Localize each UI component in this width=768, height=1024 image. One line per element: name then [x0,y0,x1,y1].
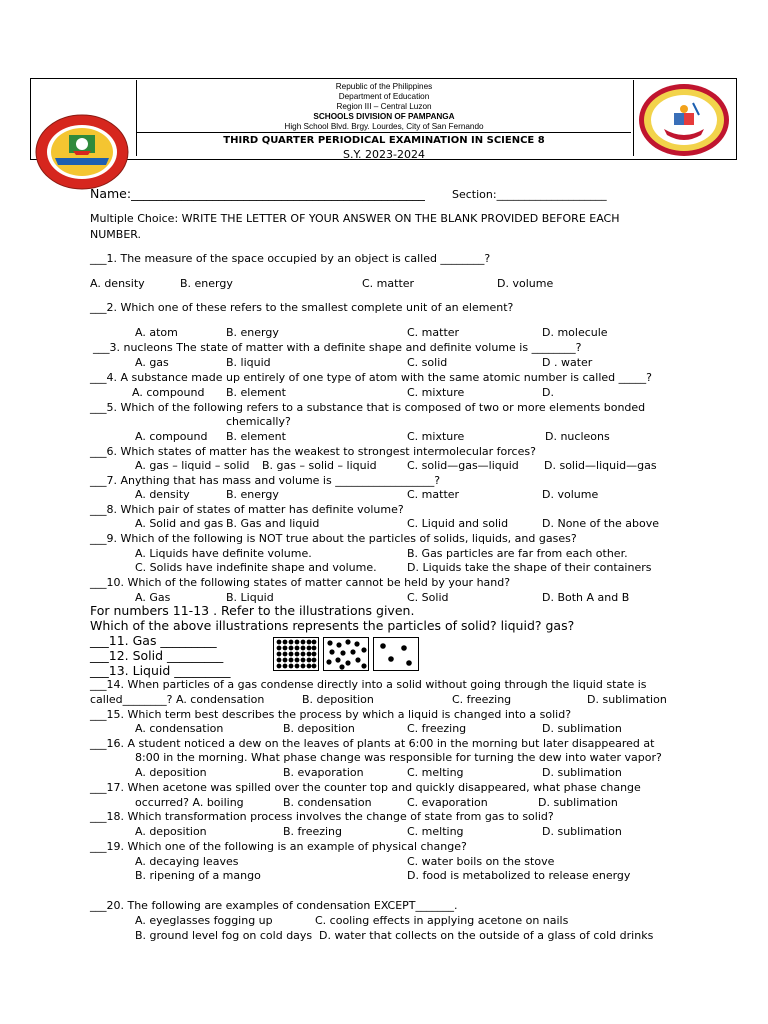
q8-choice-c: C. Liquid and solid [407,517,509,530]
header-republic: Republic of the Philippines [335,82,433,91]
header-divider [137,132,631,133]
q15-choice-b: B. deposition [283,722,355,735]
question-7: ___7. Anything that has mass and volume is __________________? [90,474,441,487]
q6-choice-c: C. solid—gas—liquid [407,459,519,472]
question-3: ___3. nucleons The state of matter with a definite shape and definite volume is ________? [93,341,582,354]
q7-choice-b: B. energy [226,488,279,501]
q20-choice-a: A. eyeglasses fogging up [135,914,273,927]
solid-particles-box [273,637,319,671]
q18-choice-d: D. sublimation [542,825,622,838]
deped-seal-logo [33,113,131,189]
q1-choice-d: D. volume [497,277,554,290]
q15-choice-c: C. freezing [407,722,467,735]
q17-choice-b: B. condensation [283,796,372,809]
question-1: ___1. The measure of the space occupied by an object is called ________? [90,252,491,265]
q3-choice-c: C. solid [407,356,448,369]
q19-choice-b: B. ripening of a mango [135,869,261,882]
school-seal-logo [637,83,731,157]
q10-choice-a: A. Gas [135,591,171,604]
q10-choice-d: D. Both A and B [542,591,630,604]
q17-choice-d: D. sublimation [538,796,618,809]
q19-choice-d: D. food is metabolized to release energy [407,869,631,882]
question-10: ___10. Which of the following states of matter cannot be held by your hand? [90,576,511,589]
liquid-particles-box [323,637,369,671]
q9-choice-b: B. Gas particles are far from each other. [407,547,628,560]
question-17-cont: occurred? A. boiling [135,796,244,809]
q8-choice-a: A. Solid and gas [135,517,224,530]
question-16-cont: 8:00 in the morning. What phase change was responsible for turning the dew into water vapor? [135,751,662,764]
question-19: ___19. Which one of the following is an example of physical change? [90,840,467,853]
q4-choice-b: B. element [226,386,286,399]
section-field[interactable]: Section:____________________ [452,188,607,201]
q7-choice-a: A. density [135,488,190,501]
header-division: SCHOOLS DIVISION OF PAMPANGA [313,112,455,121]
q7-choice-d: D. volume [542,488,599,501]
q18-choice-b: B. freezing [283,825,343,838]
q9-choice-a: A. Liquids have definite volume. [135,547,312,560]
q2-choice-a: A. atom [135,326,178,339]
q3-choice-a: A. gas [135,356,169,369]
q19-choice-a: A. decaying leaves [135,855,239,868]
question-9: ___9. Which of the following is NOT true about the particles of solids, liquids, and gases? [90,532,577,545]
q14-choice-c: C. freezing [452,693,512,706]
exam-title: THIRD QUARTER PERIODICAL EXAMINATION IN SCIENCE 8 [223,135,545,146]
q2-choice-d: D. molecule [542,326,608,339]
gas-particles-box [373,637,419,671]
question-18: ___18. Which transformation process involves the change of state from gas to solid? [90,810,554,823]
question-8: ___8. Which pair of states of matter has definite volume? [90,503,404,516]
instructions-line1: Multiple Choice: WRITE THE LETTER OF YOUR ANSWER ON THE BLANK PROVIDED BEFORE EACH [90,212,620,225]
question-14-cont: called________? A. condensation [90,693,265,706]
school-year: S.Y. 2023-2024 [343,148,425,161]
q2-choice-b: B. energy [226,326,279,339]
q18-choice-c: C. melting [407,825,464,838]
q10-choice-c: C. Solid [407,591,449,604]
question-14: ___14. When particles of a gas condense directly into a solid without going through the liquid state is [90,678,647,691]
q1-choice-a: A. density [90,277,145,290]
q5-choice-c: C. mixture [407,430,465,443]
q5-choice-b: B. element [226,430,286,443]
question-17: ___17. When acetone was spilled over the counter top and quickly disappeared, what phase change [90,781,641,794]
q20-choice-d: D. water that collects on the outside of a glass of cold drinks [319,929,654,942]
q20-choice-b: B. ground level fog on cold days [135,929,313,942]
q8-choice-d: D. None of the above [542,517,660,530]
question-20: ___20. The following are examples of condensation EXCEPT_______. [90,899,458,912]
q9-choice-c: C. Solids have indefinite shape and volume. [135,561,377,574]
header-address: High School Blvd. Brgy. Lourdes, City of San Fernando [284,122,484,131]
question-5-cont: chemically? [226,415,291,428]
question-4: ___4. A substance made up entirely of one type of atom with the same atomic number is called _____? [90,371,652,384]
q6-choice-d: D. solid—liquid—gas [544,459,657,472]
q18-choice-a: A. deposition [135,825,207,838]
question-6: ___6. Which states of matter has the weakest to strongest intermolecular forces? [90,445,536,458]
q4-choice-c: C. mixture [407,386,465,399]
q16-choice-c: C. melting [407,766,464,779]
q5-choice-d: D. nucleons [545,430,610,443]
q15-choice-a: A. condensation [135,722,224,735]
q4-choice-a: A. compound [132,386,205,399]
instructions-line2: NUMBER. [90,228,142,241]
q3-choice-b: B. liquid [226,356,271,369]
q7-choice-c: C. matter [407,488,460,501]
header-region: Region III – Central Luzon [336,102,432,111]
question-12: ___12. Solid _________ [90,648,224,663]
q8-choice-b: B. Gas and liquid [226,517,320,530]
q14-choice-b: B. deposition [302,693,374,706]
q16-choice-d: D. sublimation [542,766,622,779]
question-15: ___15. Which term best describes the process by which a liquid is changed into a solid? [90,708,572,721]
q5-choice-a: A. compound [135,430,208,443]
q10-choice-b: B. Liquid [226,591,274,604]
q19-choice-c: C. water boils on the stove [407,855,555,868]
q9-choice-d: D. Liquids take the shape of their containers [407,561,652,574]
q4-choice-d: D. [542,386,554,399]
q1-choice-b: B. energy [180,277,233,290]
q6-choice-b: B. gas – solid – liquid [262,459,377,472]
question-13: ___13. Liquid _________ [90,663,231,678]
q6-choice-a: A. gas – liquid – solid [135,459,250,472]
q16-choice-b: B. evaporation [283,766,364,779]
question-2: ___2. Which one of these refers to the smallest complete unit of an element? [90,301,514,314]
question-16: ___16. A student noticed a dew on the leaves of plants at 6:00 in the morning but later disappeared at [90,737,655,750]
header-deped: Department of Education [338,92,430,101]
q1-choice-c: C. matter [362,277,415,290]
name-field[interactable]: Name:_______________________________________________ [90,186,425,201]
question-11: ___11. Gas _________ [90,633,217,648]
q17-choice-c: C. evaporation [407,796,488,809]
illustration-question: Which of the above illustrations represents the particles of solid? liquid? gas? [90,618,575,633]
q16-choice-a: A. deposition [135,766,207,779]
q2-choice-c: C. matter [407,326,460,339]
q15-choice-d: D. sublimation [542,722,622,735]
question-5: ___5. Which of the following refers to a substance that is composed of two or more elements bonded [90,401,646,414]
q3-choice-d: D . water [542,356,593,369]
q20-choice-c: C. cooling effects in applying acetone on nails [315,914,569,927]
q14-choice-d: D. sublimation [587,693,667,706]
illustration-instruction: For numbers 11-13 . Refer to the illustrations given. [90,603,415,618]
